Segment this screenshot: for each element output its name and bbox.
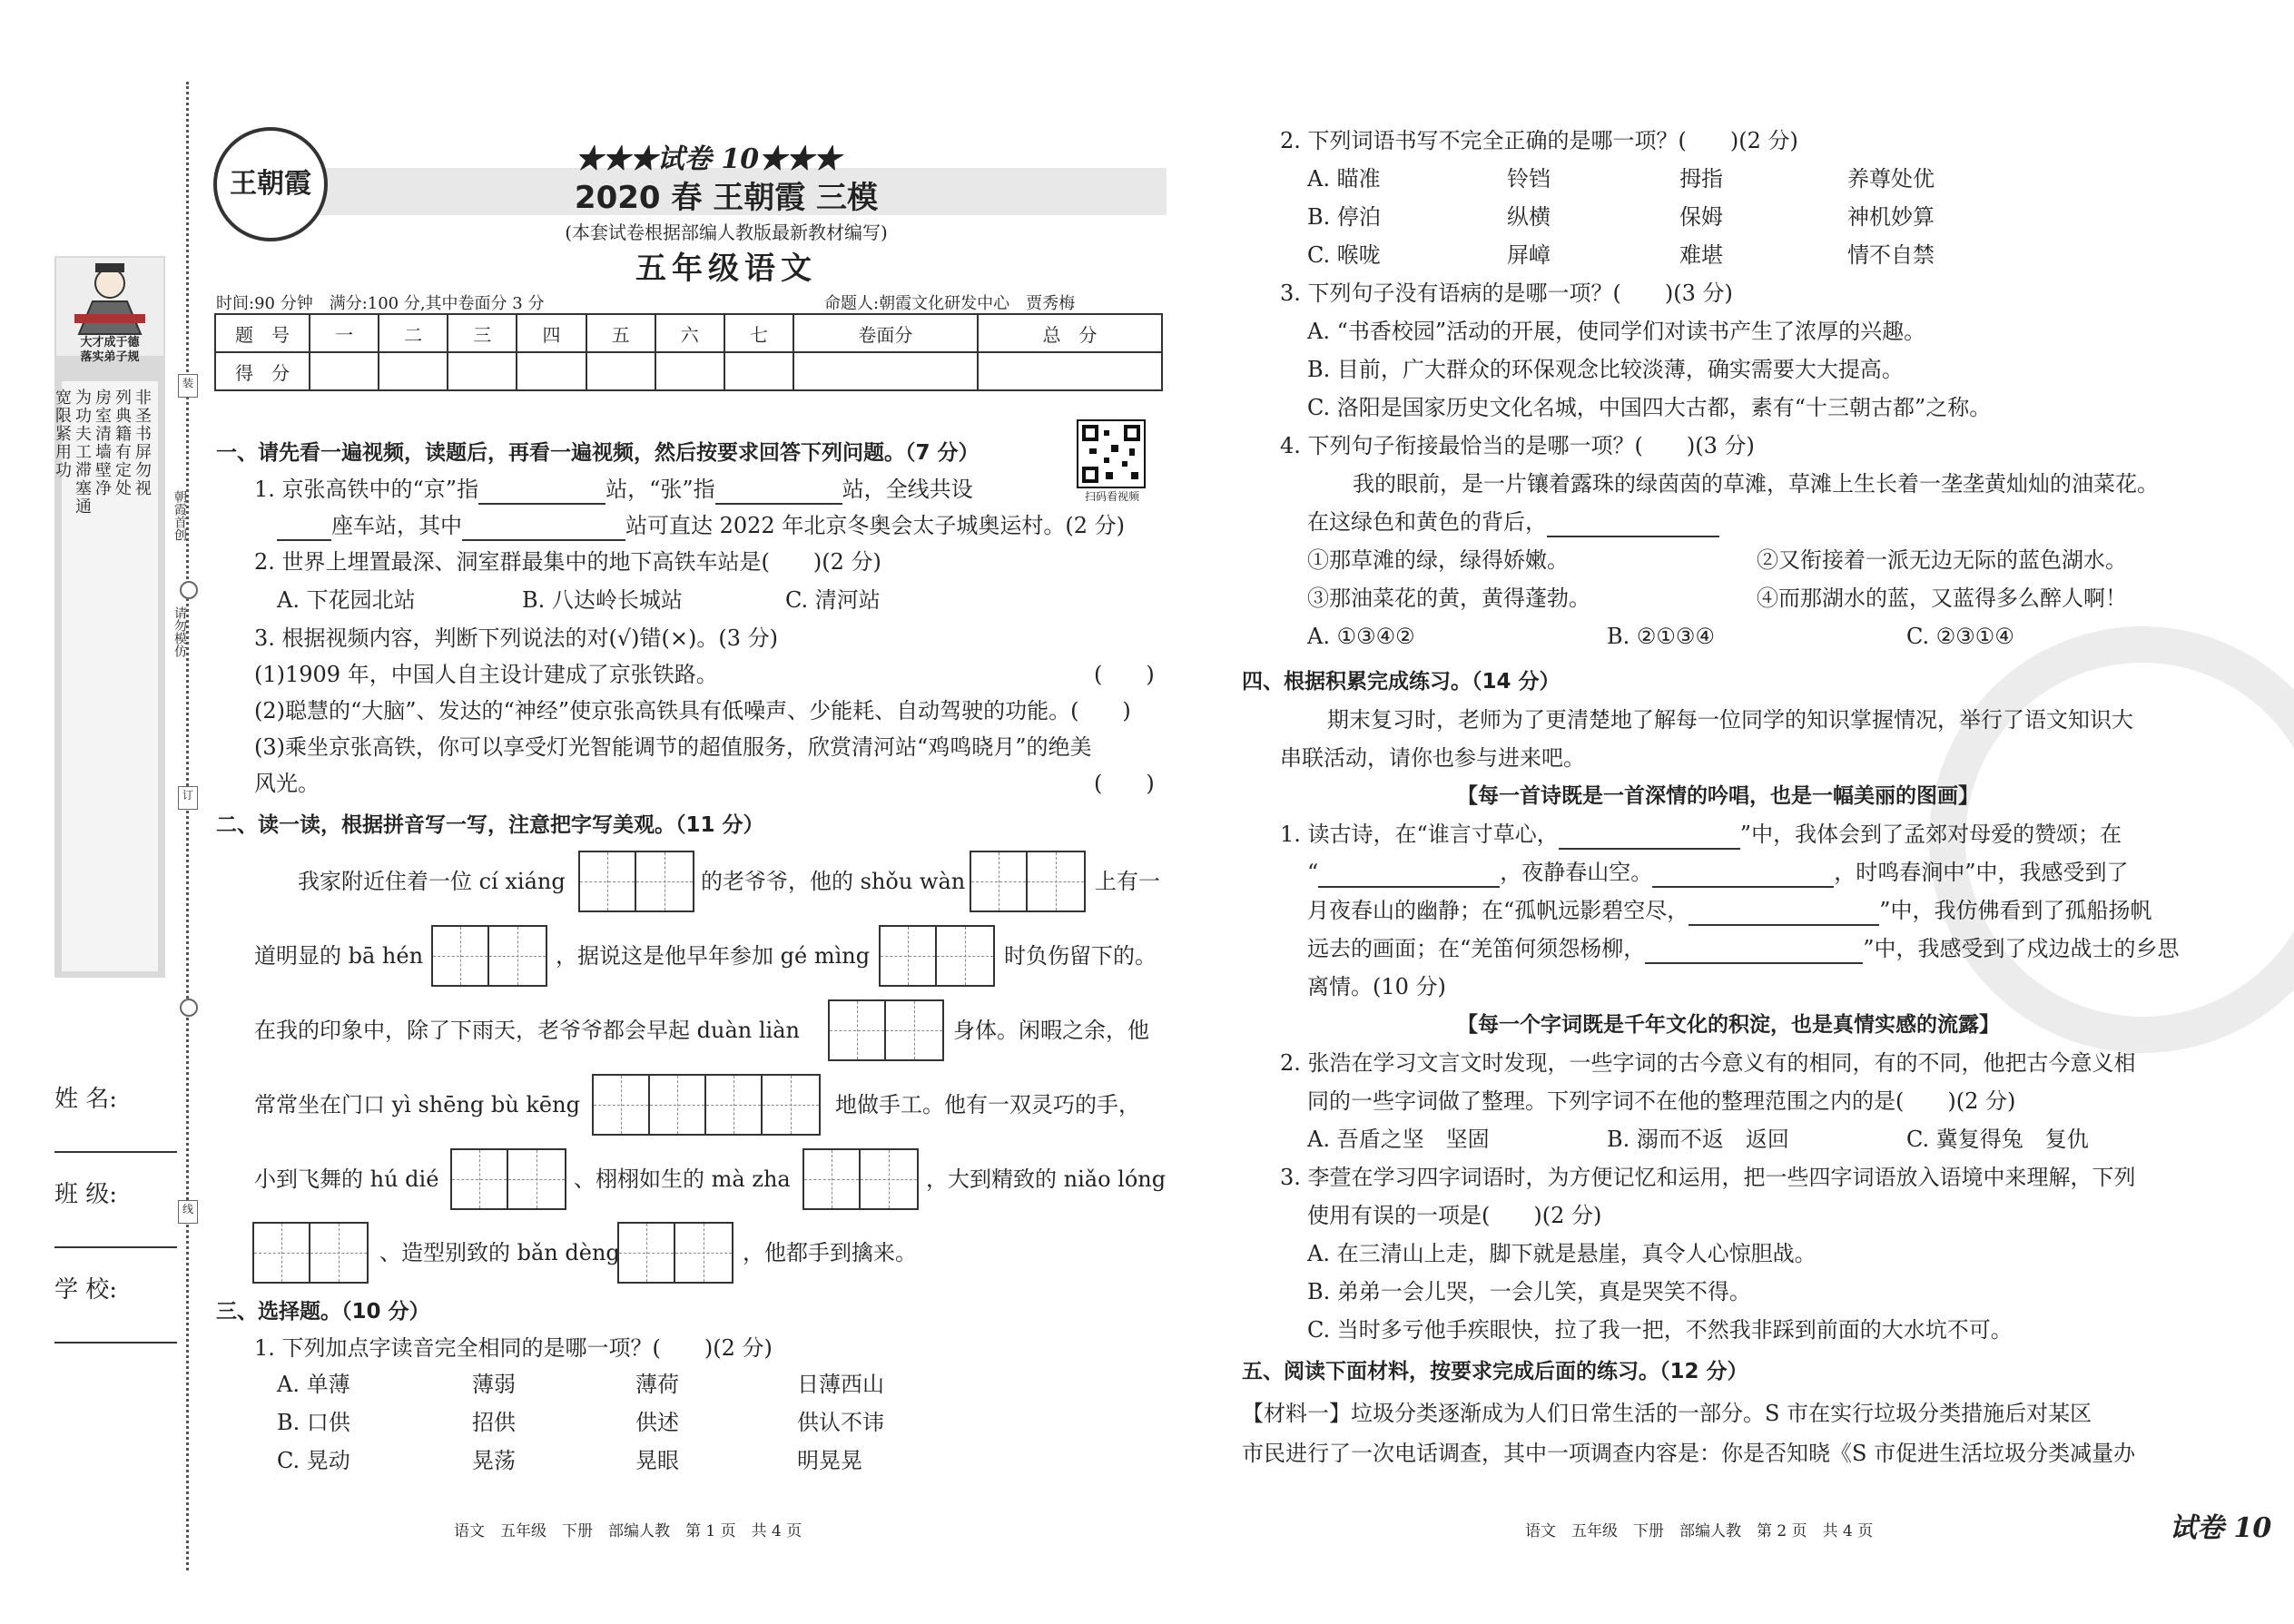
seal-mark: 装 (178, 374, 198, 398)
motto-column: 列典籍有定处 (113, 389, 132, 497)
writing-grid[interactable] (592, 1074, 821, 1136)
motto-column: 宽限紧用功 (53, 389, 72, 479)
option-word: 养尊处优 (1847, 166, 1935, 192)
passage-text: 串联活动，请你也参与进来吧。 (1280, 745, 1585, 771)
pinyin-text: 、造型别致的 bǎn dèng (379, 1240, 620, 1265)
pinyin-text: 身体。闲暇之余，他 (953, 1018, 1149, 1043)
exam-meta: 时间:90 分钟 满分:100 分,其中卷面分 3 分 (216, 294, 545, 313)
score-table (214, 313, 1163, 391)
qr-caption: 扫码看视频 (1084, 490, 1139, 503)
table-cell: 二 (379, 314, 448, 352)
school-label: 学 校: (54, 1276, 118, 1304)
pinyin-text: 常常坐在门口 yì shēng bù kēng (254, 1092, 580, 1117)
section-heading: 四、根据积累完成练习。（14 分） (1242, 670, 1561, 694)
option-b[interactable]: B. 口供 (277, 1410, 350, 1435)
table-cell: 一 (310, 314, 379, 352)
option-c[interactable]: C. 清河站 (785, 587, 881, 613)
option-b[interactable]: B. 溺而不返 返回 (1607, 1127, 1789, 1152)
judge-bracket[interactable]: ( ) (1094, 662, 1155, 687)
question-line (277, 510, 1125, 541)
score-cell[interactable] (978, 352, 1162, 390)
option-b[interactable]: B. 弟弟一会儿哭，一会儿笑，真是哭笑不得。 (1307, 1279, 1751, 1304)
option-word: 供认不讳 (797, 1410, 884, 1435)
passage-text: 我的眼前，是一片镶着露珠的绿茵茵的草滩，草滩上生长着一垄垄黄灿灿的油菜花。 (1353, 471, 2159, 497)
question-text: 离情。(10 分) (1307, 974, 1446, 999)
sentence-option: ②又衔接着一派无边无际的蓝色湖水。 (1757, 547, 2127, 573)
table-cell: 总 分 (978, 314, 1162, 352)
question-text: 1. 下列加点字读音完全相同的是哪一项？( )(2 分) (254, 1335, 773, 1361)
option-word: 薄弱 (472, 1372, 516, 1397)
question-line (1280, 819, 2122, 850)
option-c[interactable]: C. 洛阳是国家历史文化名城，中国四大古都，素有“十三朝古都”之称。 (1307, 395, 1992, 420)
sentence-option: ④而那湖水的蓝，又蓝得多么醉人啊！ (1757, 586, 2127, 611)
table-cell: 七 (724, 314, 793, 352)
page-footer: 语文 五年级 下册 部编人教 第 1 页 共 4 页 (454, 1522, 802, 1540)
score-cell[interactable] (586, 352, 655, 390)
table-row (215, 352, 1162, 390)
option-a[interactable]: A. 单薄 (277, 1372, 350, 1397)
option-word: 情不自禁 (1847, 242, 1935, 268)
pinyin-text: 小到飞舞的 hú dié (254, 1166, 439, 1192)
stamp-no-copy: 请勿模仿 (172, 606, 187, 657)
option-word: 明晃晃 (797, 1448, 862, 1473)
question-text: ，夜静春山空。 (1500, 860, 1653, 885)
option-c[interactable]: C. ②③①④ (1906, 624, 2014, 649)
option-a[interactable]: A. “书香校园”活动的开展，使同学们对读书产生了浓厚的兴趣。 (1307, 319, 1926, 344)
fold-hole-icon (180, 999, 198, 1017)
section-heading: 三、选择题。（10 分） (216, 1300, 430, 1324)
passage-text: 在这绿色和黄色的背后， (1307, 509, 1547, 535)
option-word: 神机妙算 (1847, 204, 1935, 230)
answer-blank[interactable] (1559, 822, 1740, 850)
pinyin-text: 的老爷爷，他的 shǒu wàn (701, 869, 966, 894)
motto-slogan: 大才成于德 落实弟子规 (80, 336, 140, 364)
question-line (254, 474, 973, 505)
subsection-heading: 【每一个字词既是千年文化的积淀，也是真情实感的流露】 (1457, 1013, 2000, 1037)
seal-mark: 线 (178, 1200, 198, 1224)
writing-grid[interactable] (970, 851, 1086, 912)
sentence-option: ③那油菜花的黄，黄得蓬勃。 (1307, 586, 1590, 611)
table-cell: 四 (517, 314, 586, 352)
exam-corner-tag: 试卷 10 (2170, 1512, 2272, 1544)
motto-column: 非圣书屏勿视 (133, 389, 152, 497)
option-b[interactable]: B. ②①③④ (1607, 624, 1715, 649)
answer-blank[interactable] (1547, 510, 1719, 537)
answer-blank[interactable] (277, 514, 331, 541)
table-cell: 题 号 (215, 314, 310, 352)
judge-bracket[interactable]: ( ) (1094, 771, 1155, 796)
writing-grid[interactable] (578, 851, 694, 912)
pinyin-text: ，据说这是他早年参加 gé mìng (556, 943, 871, 969)
table-cell: 三 (448, 314, 517, 352)
question-text: 同的一些字词做了整理。下列字词不在他的整理范围之内的是( )(2 分) (1307, 1088, 2016, 1114)
binding-dotted-line (186, 82, 189, 1570)
class-label: 班 级: (54, 1181, 118, 1208)
passage-line (1307, 507, 1719, 537)
pinyin-text: 地做手工。他有一双灵巧的手， (835, 1092, 1140, 1117)
writing-grid[interactable] (828, 999, 944, 1061)
statement: 风光。 (254, 771, 320, 796)
writing-grid[interactable] (802, 1148, 919, 1210)
table-row (215, 314, 1162, 352)
exam-title: 2020 春 王朝霞 三模 (574, 180, 879, 216)
section-heading: 一、请先看一遍视频，读题后，再看一遍视频，然后按要求回答下列问题。（7 分） (216, 441, 980, 465)
name-label: 姓 名: (54, 1086, 118, 1113)
option-word: 屏嶂 (1507, 242, 1551, 268)
question-text: 2. 世界上埋置最深、洞室群最集中的地下高铁车站是( )(2 分) (254, 549, 881, 575)
option-a[interactable]: A. 瞄准 (1307, 166, 1381, 192)
exam-note: (本套试卷根据部编人教版最新教材编写) (565, 221, 888, 243)
stamp-original: 朝霞首创 (172, 490, 187, 541)
pinyin-text: 道明显的 bā hén (254, 943, 424, 969)
score-cell[interactable] (379, 352, 448, 390)
motto-column: 为功夫工滞塞通 (73, 389, 92, 516)
table-cell: 卷面分 (793, 314, 978, 352)
question-text: 1. 京张高铁中的“京”指 (254, 477, 479, 502)
option-b[interactable]: B. 停泊 (1307, 204, 1381, 230)
exam-number: ★★★试卷 10★★★ (575, 143, 842, 175)
question-text: 座车站，其中 (331, 513, 462, 538)
table-cell: 五 (586, 314, 655, 352)
question-text: “ (1307, 860, 1319, 885)
answer-blank[interactable] (715, 477, 842, 505)
question-text: 3. 根据视频内容，判断下列说法的对(√)错(×)。(3 分) (254, 625, 779, 651)
writing-grid[interactable] (617, 1222, 733, 1284)
table-cell: 六 (655, 314, 724, 352)
question-text: 2. 张浩在学习文言文时发现，一些字词的古今意义有的相同，有的不同，他把古今意义相 (1280, 1050, 2136, 1076)
option-word: 供述 (635, 1410, 679, 1435)
option-word: 招供 (472, 1410, 516, 1435)
answer-blank[interactable] (462, 514, 625, 541)
writing-grid[interactable] (879, 925, 995, 987)
option-word: 难堪 (1679, 242, 1723, 268)
question-text: 2. 下列词语书写不完全正确的是哪一项？( )(2 分) (1280, 128, 1798, 153)
option-word: 日薄西山 (797, 1372, 884, 1397)
statement: (3)乘坐京张高铁，你可以享受灯光智能调节的超值服务，欣赏清河站“鸡鸣晓月”的绝美 (254, 734, 1092, 760)
option-a[interactable]: A. 在三清山上走，脚下就是悬崖，真令人心惊胆战。 (1307, 1241, 1816, 1266)
answer-blank[interactable] (1689, 899, 1879, 926)
brand-logo: 王朝霞 (213, 127, 328, 241)
scholar-icon (56, 258, 163, 336)
page-footer: 语文 五年级 下册 部编人教 第 2 页 共 4 页 (1525, 1522, 1874, 1540)
dizigui-motto (53, 381, 158, 971)
table-cell: 得 分 (215, 352, 310, 390)
pinyin-text: 我家附近住着一位 cí xiáng (298, 869, 566, 894)
option-c[interactable]: C. 当时多亏他手疾眼快，拉了我一把，不然我非踩到前面的大水坑不可。 (1307, 1317, 2013, 1343)
exam-author: 命题人:朝霞文化研发中心 贾秀梅 (824, 294, 1076, 313)
option-b[interactable]: B. 八达岭长城站 (522, 587, 683, 613)
fold-hole-icon (180, 581, 198, 599)
option-word: 保姆 (1679, 204, 1723, 230)
question-text: 1. 读古诗，在“谁言寸草心， (1280, 822, 1559, 847)
score-cell[interactable] (517, 352, 586, 390)
question-text: ”中，我体会到了孟郊对母爱的赞颂；在 (1739, 822, 2122, 847)
question-line (1307, 933, 2180, 964)
answer-blank[interactable] (1645, 937, 1863, 964)
option-a[interactable]: A. 吾盾之坚 坚固 (1307, 1127, 1490, 1152)
question-text: 4. 下列句子衔接最恰当的是哪一项？( )(3 分) (1280, 433, 1755, 458)
score-cell[interactable] (310, 352, 379, 390)
sentence-option: ①那草滩的绿，绿得娇嫩。 (1307, 547, 1569, 573)
pinyin-text: 在我的印象中，除了下雨天，老爷爷都会早起 duàn liàn (254, 1018, 800, 1043)
statement: (2)聪慧的“大脑”、发达的“神经”使京张高铁具有低噪声、少能耗、自动驾驶的功能。( ) (254, 698, 1131, 723)
subsection-heading: 【每一首诗既是一首深情的吟唱，也是一幅美丽的图画】 (1457, 784, 1979, 808)
name-field[interactable] (54, 1151, 177, 1153)
option-word: 薄荷 (635, 1372, 679, 1397)
option-a[interactable]: A. ①③④② (1307, 624, 1415, 649)
question-text: 远去的画面；在“羌笛何须怨杨柳， (1307, 936, 1646, 961)
score-cell[interactable] (724, 352, 793, 390)
option-word: 拇指 (1679, 166, 1723, 192)
score-cell[interactable] (655, 352, 724, 390)
motto-column: 房室清墙壁净 (93, 389, 112, 497)
school-field[interactable] (54, 1342, 177, 1343)
pinyin-text: ，他都手到擒来。 (743, 1240, 917, 1265)
material-text: 市民进行了一次电话调查，其中一项调查内容是：你是否知晓《S 市促进生活垃圾分类减量办 (1242, 1441, 2136, 1466)
question-text: 3. 下列句子没有语病的是哪一项？( )(3 分) (1280, 281, 1733, 306)
question-text: ，时鸣春涧中”中，我感受到了 (1834, 860, 2129, 885)
option-word: 晃眼 (635, 1448, 679, 1473)
section-heading: 五、阅读下面材料，按要求完成后面的练习。（12 分） (1242, 1360, 1748, 1383)
question-text: ”中，我感受到了戍边战士的乡思 (1863, 936, 2180, 961)
option-a[interactable]: A. 下花园北站 (277, 587, 416, 613)
passage-text: 期末复习时，老师为了更清楚地了解每一位同学的知识掌握情况，举行了语文知识大 (1327, 707, 2133, 733)
question-text: 月夜春山的幽静；在“孤帆远影碧空尽， (1307, 898, 1689, 923)
question-text: 站，全线共设 (842, 477, 973, 502)
option-c[interactable]: C. 晃动 (277, 1448, 350, 1473)
question-text: 站，“张”指 (605, 477, 715, 502)
option-word: 铃铛 (1507, 166, 1551, 192)
option-c[interactable]: C. 冀复得兔 复仇 (1906, 1127, 2089, 1152)
pinyin-text: 上有一 (1095, 869, 1160, 894)
writing-grid[interactable] (450, 1148, 566, 1210)
material-text: 【材料一】垃圾分类逐渐成为人们日常生活的一部分。S 市在实行垃圾分类措施后对某区 (1242, 1401, 2092, 1426)
option-c[interactable]: C. 喉咙 (1307, 242, 1381, 268)
question-line (1307, 895, 2152, 926)
option-b[interactable]: B. 目前，广大群众的环保观念比较淡薄，确实需要大大提高。 (1307, 357, 1904, 382)
class-field[interactable] (54, 1246, 177, 1248)
question-text: 3. 李萱在学习四字词语时，为方便记忆和运用，把一些四字词语放入语境中来理解，下列 (1280, 1165, 2136, 1190)
question-line (1307, 857, 2129, 888)
qr-code-icon[interactable] (1077, 419, 1146, 488)
question-text: 站可直达 2022 年北京冬奥会太子城奥运村。(2 分) (625, 513, 1125, 538)
answer-blank[interactable] (478, 477, 605, 505)
statement: (1)1909 年，中国人自主设计建成了京张铁路。 (254, 662, 718, 687)
score-cell[interactable] (793, 352, 978, 390)
score-cell[interactable] (448, 352, 517, 390)
answer-blank[interactable] (1652, 861, 1834, 888)
exam-subject: 五年级语文 (635, 251, 817, 287)
answer-blank[interactable] (1318, 861, 1500, 888)
option-word: 纵横 (1507, 204, 1551, 230)
pinyin-text: ，大到精致的 niǎo lóng (926, 1166, 1167, 1192)
pinyin-text: 时负伤留下的。 (1004, 943, 1157, 969)
section-heading: 二、读一读，根据拼音写一写，注意把字写美观。（11 分） (216, 813, 764, 837)
seal-mark: 订 (178, 786, 198, 810)
question-text: ”中，我仿佛看到了孤船扬帆 (1879, 898, 2152, 923)
option-word: 晃荡 (472, 1448, 516, 1473)
writing-grid[interactable] (252, 1222, 369, 1284)
question-text: 使用有误的一项是( )(2 分) (1307, 1203, 1602, 1228)
writing-grid[interactable] (431, 925, 547, 987)
pinyin-text: 、栩栩如生的 mà zha (574, 1166, 791, 1192)
